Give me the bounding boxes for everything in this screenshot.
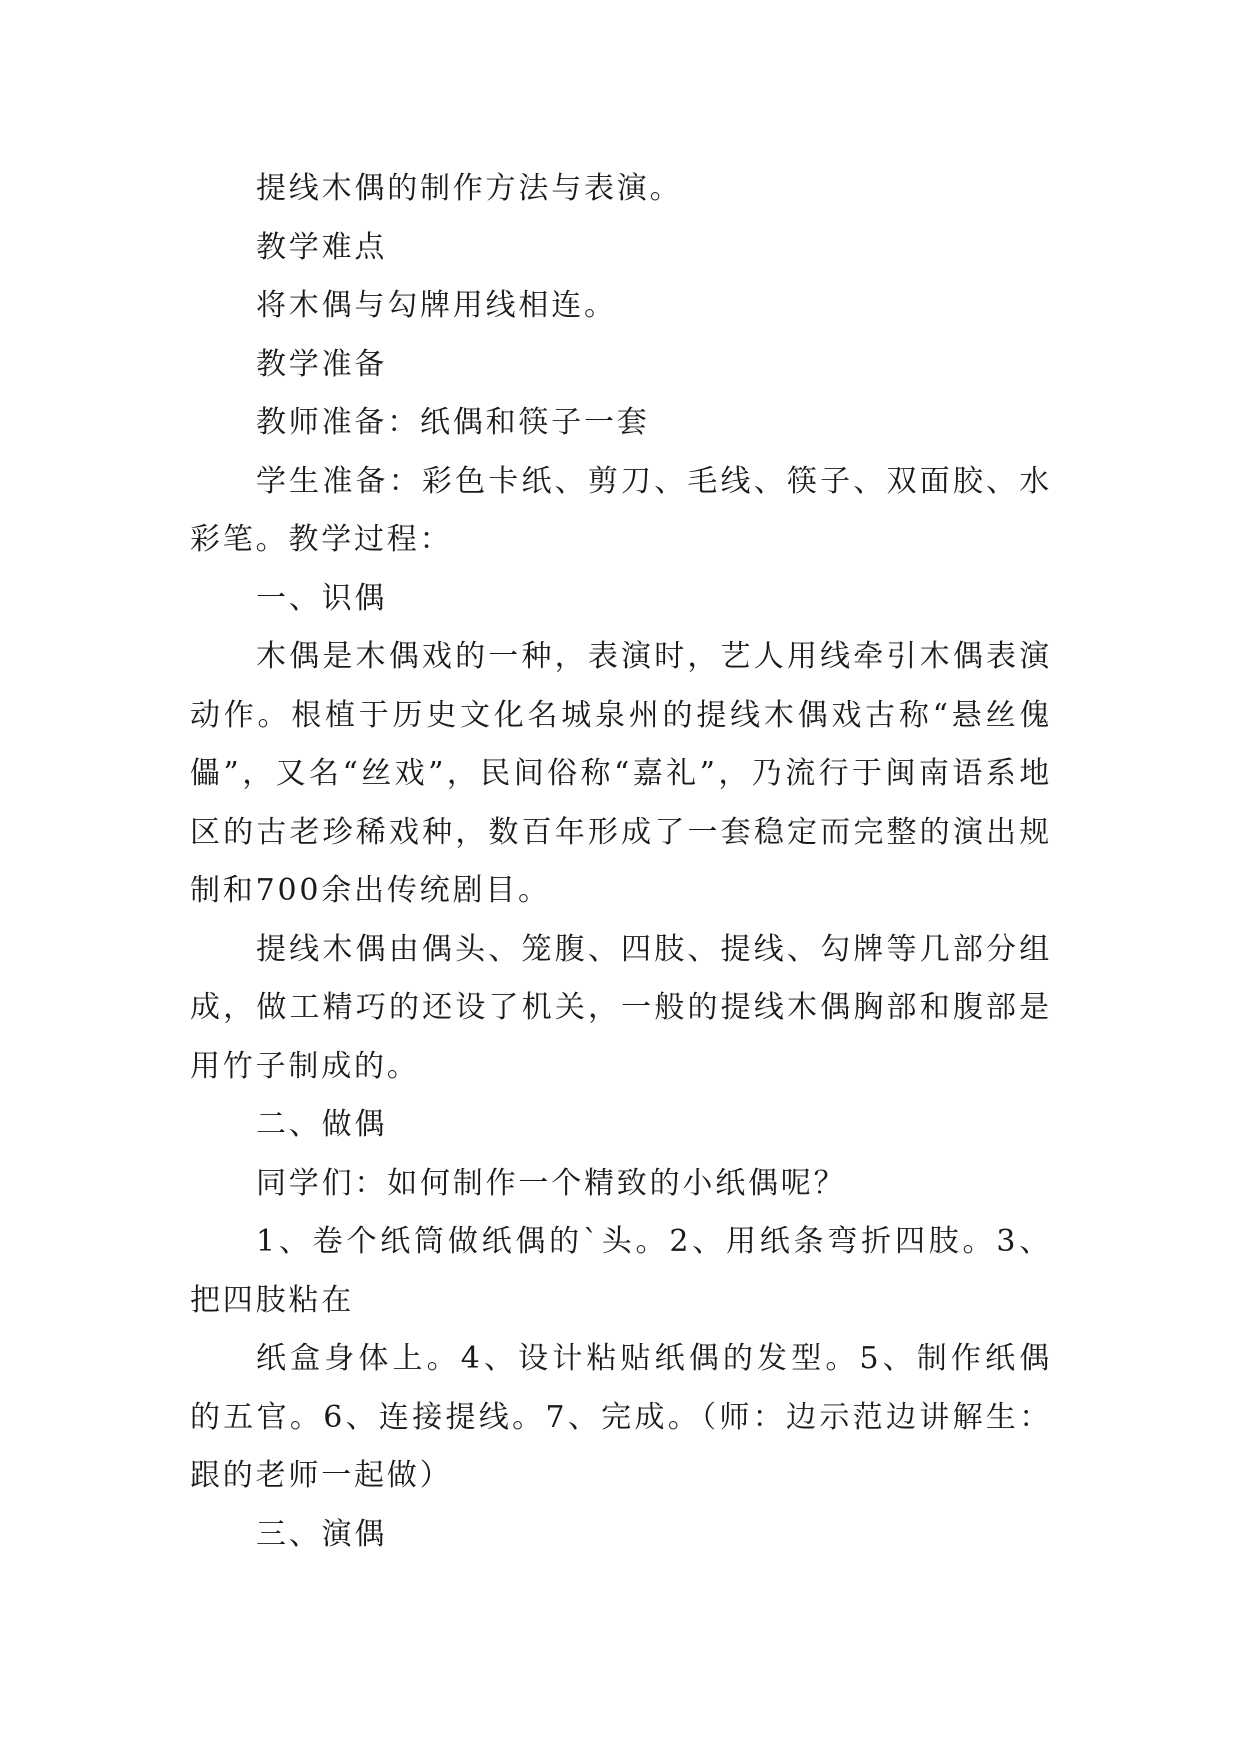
heading-teaching-preparation: 教学准备	[256, 346, 388, 382]
paragraph-question: 同学们：如何制作一个精致的小纸偶呢？	[256, 1165, 847, 1201]
paragraph-teacher-preparation: 教师准备：纸偶和筷子一套	[256, 405, 650, 440]
heading-section-1: 一、识偶	[256, 580, 388, 616]
heading-section-3: 三、演偶	[256, 1516, 388, 1552]
paragraph-steps-2: 纸盒身体上。4、设计粘贴纸偶的发型。5、制作纸偶的五官。6、连接提线。7、完成。（师：边示范边讲解生：跟的老师一起做）	[190, 1341, 1052, 1493]
heading-section-2: 二、做偶	[256, 1107, 388, 1142]
paragraph-difficulty: 将木偶与勾牌用线相连。	[256, 288, 617, 323]
paragraph-key-point: 提线木偶的制作方法与表演。	[256, 171, 683, 206]
paragraph-puppet-structure: 提线木偶由偶头、笼腹、四肢、提线、勾牌等几部分组成，做工精巧的还设了机关，一般的提线木偶胸部和腹部是用竹子制成的。	[190, 931, 1052, 1084]
paragraph-puppet-intro: 木偶是木偶戏的一种，表演时，艺人用线牵引木偶表演动作。根植于历史文化名城泉州的提线木偶戏古称“悬丝傀儡”，又名“丝戏”，民间俗称“嘉礼”，乃流行于闽南语系地区的古老珍稀戏种，数百年形成了一套稳定而完整的演出规制和700余出传统剧目。	[190, 639, 1052, 908]
paragraph-student-preparation: 学生准备：彩色卡纸、剪刀、毛线、筷子、双面胶、水彩笔。教学过程：	[190, 463, 1052, 557]
paragraph-steps-1: 1、卷个纸筒做纸偶的`头。2、用纸条弯折四肢。3、把四肢粘在	[190, 1224, 1052, 1318]
document-body	[190, 160, 1052, 1564]
heading-teaching-difficulty: 教学难点	[256, 229, 388, 265]
